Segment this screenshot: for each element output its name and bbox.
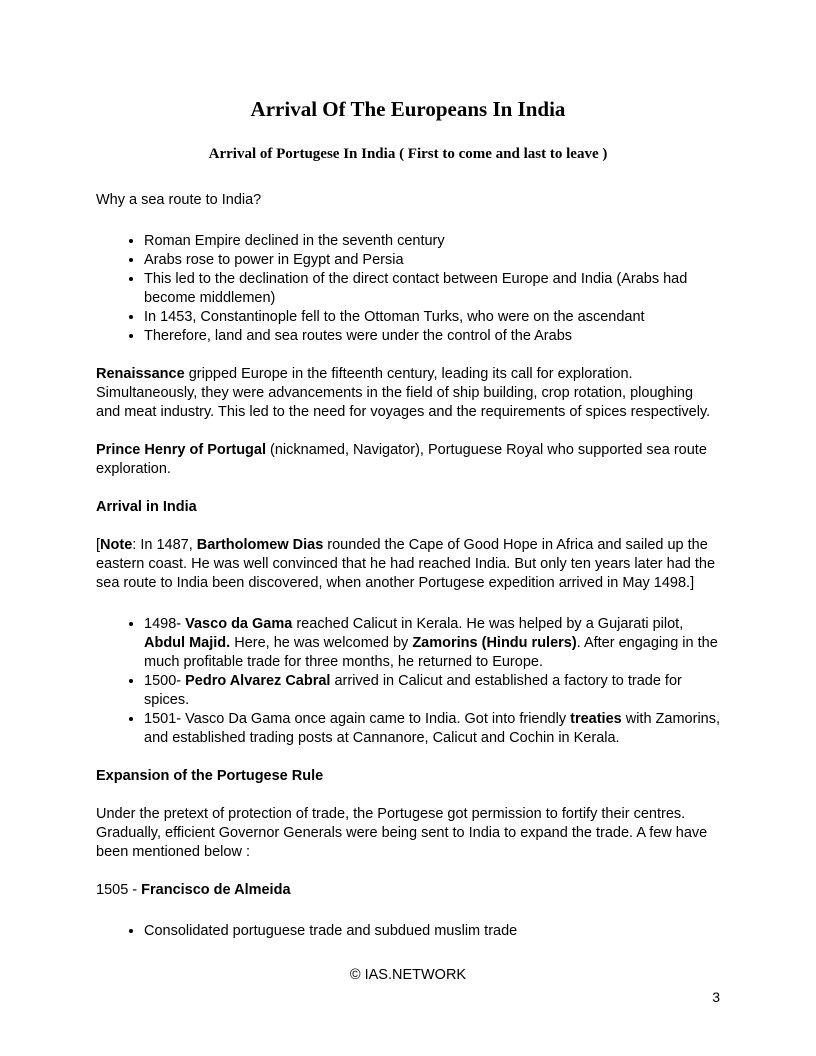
bullet-item bbox=[144, 251, 720, 270]
bold-text: Renaissance bbox=[96, 366, 185, 382]
bullet-item bbox=[144, 672, 720, 710]
bullet-item bbox=[144, 710, 720, 748]
bold-text: Expansion of the Portugese Rule bbox=[96, 768, 324, 784]
expansion-intro-paragraph bbox=[96, 805, 720, 862]
text-run: . After engaging in the much profitable trade for three months, he returned to Europe. bbox=[144, 635, 718, 670]
bold-text: Arrival in India bbox=[96, 499, 197, 515]
document-subtitle: Arrival of Portugese In India ( First to come and last to leave ) bbox=[208, 146, 608, 162]
sea-route-reasons-list bbox=[96, 232, 720, 346]
text-run: 1498- bbox=[144, 616, 186, 632]
text-run: 1501- Vasco Da Gama once again came to India. Got into friendly bbox=[144, 711, 571, 727]
why-sea-route-paragraph bbox=[96, 191, 720, 210]
bullet-item bbox=[144, 232, 720, 251]
bold-text: Bartholomew Dias bbox=[196, 537, 324, 553]
bold-text: Pedro Alvarez Cabral bbox=[185, 673, 331, 689]
bullet-item bbox=[144, 922, 720, 941]
prince-henry-paragraph bbox=[96, 441, 720, 479]
text-run: In 1453, Constantinople fell to the Ottoman Turks, who were on the ascendant bbox=[144, 309, 645, 325]
text-run: Therefore, land and sea routes were under the control of the Arabs bbox=[144, 328, 573, 344]
text-run: Consolidated portuguese trade and subdued muslim trade bbox=[144, 923, 518, 939]
footer-text: © IAS.NETWORK bbox=[349, 967, 467, 983]
renaissance-paragraph bbox=[96, 365, 720, 422]
section-heading-arrival-in-india bbox=[96, 498, 720, 517]
text-run: Roman Empire declined in the seventh century bbox=[144, 233, 445, 249]
bullet-item bbox=[144, 327, 720, 346]
text-run: [ bbox=[96, 537, 101, 553]
bold-text: treaties bbox=[570, 711, 622, 727]
text-run: 1500- bbox=[144, 673, 186, 689]
text-run: reached Calicut in Kerala. He was helped by a Gujarati pilot, bbox=[292, 616, 684, 632]
bullet-item bbox=[144, 308, 720, 327]
text-run: gripped Europe in the fifteenth century, leading its call for exploration. Simultaneously, they were advancements in the field of ship building, crop rotation, ploughing and meat industry. This led to the need for voyages and the requirements of spices respectively. bbox=[96, 366, 711, 420]
bold-text: Vasco da Gama bbox=[185, 616, 293, 632]
text-run: 1505 - bbox=[96, 882, 142, 898]
text-run: rounded the Cape of Good Hope in Africa and sailed up the eastern coast. He was well convinced that he had reached India. But only ten years later had the sea route to India been discovered, when another Portugese expedition arrived in May 1498.] bbox=[96, 537, 716, 591]
almeida-achievements-list bbox=[96, 922, 720, 941]
text-run: : In 1487, bbox=[132, 537, 197, 553]
bullet-item bbox=[144, 615, 720, 672]
page-number: 3 bbox=[712, 989, 720, 1005]
text-run: with Zamorins, and established trading posts at Cannanore, Calicut and Cochin in Kerala. bbox=[144, 711, 721, 746]
text-run: This led to the declination of the direct contact between Europe and India (Arabs had become middlemen) bbox=[144, 271, 688, 306]
text-run: arrived in Calicut and established a factory to trade for spices. bbox=[144, 673, 682, 708]
document-body bbox=[96, 191, 720, 941]
bold-text: Note bbox=[100, 537, 133, 553]
page-title: Arrival Of The Europeans In India bbox=[250, 97, 566, 121]
section-heading-expansion bbox=[96, 767, 720, 786]
governor-1505-paragraph bbox=[96, 881, 720, 900]
text-run: Arabs rose to power in Egypt and Persia bbox=[144, 252, 404, 268]
bullet-item bbox=[144, 270, 720, 308]
note-paragraph bbox=[96, 536, 720, 593]
bold-text: Abdul Majid. bbox=[144, 635, 231, 651]
bold-text: Francisco de Almeida bbox=[141, 882, 291, 898]
arrival-events-list bbox=[96, 615, 720, 748]
bold-text: Prince Henry of Portugal bbox=[96, 442, 267, 458]
text-run: Here, he was welcomed by bbox=[230, 635, 413, 651]
text-run: Why a sea route to India? bbox=[96, 192, 262, 208]
bold-text: Zamorins (Hindu rulers) bbox=[412, 635, 577, 651]
text-run: Under the pretext of protection of trade, the Portugese got permission to fortify their centres. Gradually, efficient Governor Generals were being sent to India to expand the trade. A few have been mentioned below : bbox=[96, 806, 708, 860]
text-run: (nicknamed, Navigator), Portuguese Royal who supported sea route exploration. bbox=[96, 442, 707, 477]
